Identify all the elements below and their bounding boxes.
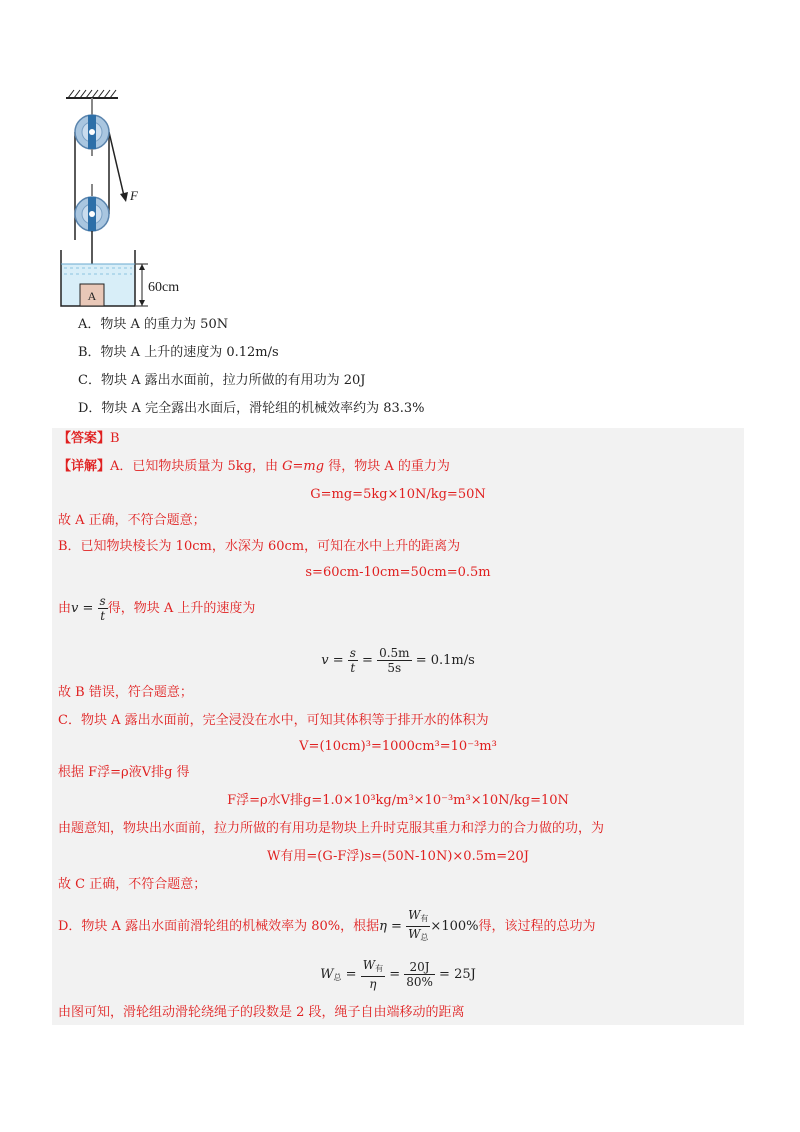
fixed-pulley [75,115,109,149]
depth-dimension [136,264,179,306]
option-c: C．物块 A 露出水面前，拉力所做的有用功为 20J [78,373,366,388]
detail-c7: 故 C 正确，不符合题意； [58,877,207,892]
detail-b1: B．已知物块棱长为 10cm，水深为 60cm，可知在水中上升的距离为 [58,539,461,554]
detail-c6: W有用=(G-F浮)s=(50N-10N)×0.5m=20J [267,849,529,864]
detail-d2: $W_总$ = $\frac{W_有}{\eta}$ = $\frac{20J}{80\%}$ = 25J [320,958,476,991]
force-label: F [130,188,138,203]
detail-b2: s=60cm-10cm=50cm=0.5m [305,565,491,580]
detail-c3: 根据 F浮=ρ液V排g 得 [58,765,190,780]
detail-a3: 故 A 正确，不符合题意； [58,513,206,528]
detail-c1: C．物块 A 露出水面前，完全浸没在水中，可知其体积等于排开水的体积为 [58,713,489,728]
movable-pulley [75,197,109,231]
detail-d3: 由图可知，滑轮组动滑轮绕绳子的段数是 2 段，绳子自由端移动的距离 [58,1005,465,1020]
detail-c4: F浮=ρ水V排g=1.0×10³kg/m³×10⁻³m³×10N/kg=10N [227,793,569,808]
force-arrow [120,192,128,202]
detail-b4: v = $\frac{s}{t}$ = $\frac{0.5m}{5s}$ = 0.1m/s [321,646,475,675]
answer-panel [52,428,744,1025]
detail-a2: G=mg=5kg×10N/kg=50N [310,487,486,502]
answer-line [58,430,120,448]
detail-a1: 【详解】A．已知物块质量为 5kg，由 G=mg 得，物块 A 的重力为 [58,459,450,474]
ceiling-hatch [66,90,118,98]
choice-options [78,316,425,428]
detail-c2: V=(10cm)³=1000cm³=10⁻³m³ [299,739,497,754]
detail-b3: 由v = $\frac{s}{t}$ 得，物块 A 上升的速度为 [58,594,256,623]
detail-d1: D．物块 A 露出水面前滑轮组的机械效率为 80%，根据η = $\frac{W_有}{W_总}$ ×100%得，该过程的总功为 [58,908,596,942]
block-label: A [87,289,97,303]
block-a [80,284,104,306]
answer-value: B [110,431,120,446]
answer-tag: 【答案】 [58,431,111,446]
pulley-diagram [52,88,222,313]
depth-label: 60cm [148,280,180,295]
option-a: A．物块 A 的重力为 50N [78,317,229,332]
detail-b5: 故 B 错误，符合题意； [58,685,193,700]
detail-tag: 【详解】 [58,459,111,474]
detail-c5: 由题意知，物块出水面前，拉力所做的有用功是物块上升时克服其重力和浮力的合力做的功，为 [58,821,605,836]
option-d: D．物块 A 完全露出水面后，滑轮组的机械效率约为 83.3% [78,401,425,416]
option-b: B．物块 A 上升的速度为 0.12m/s [78,345,279,360]
